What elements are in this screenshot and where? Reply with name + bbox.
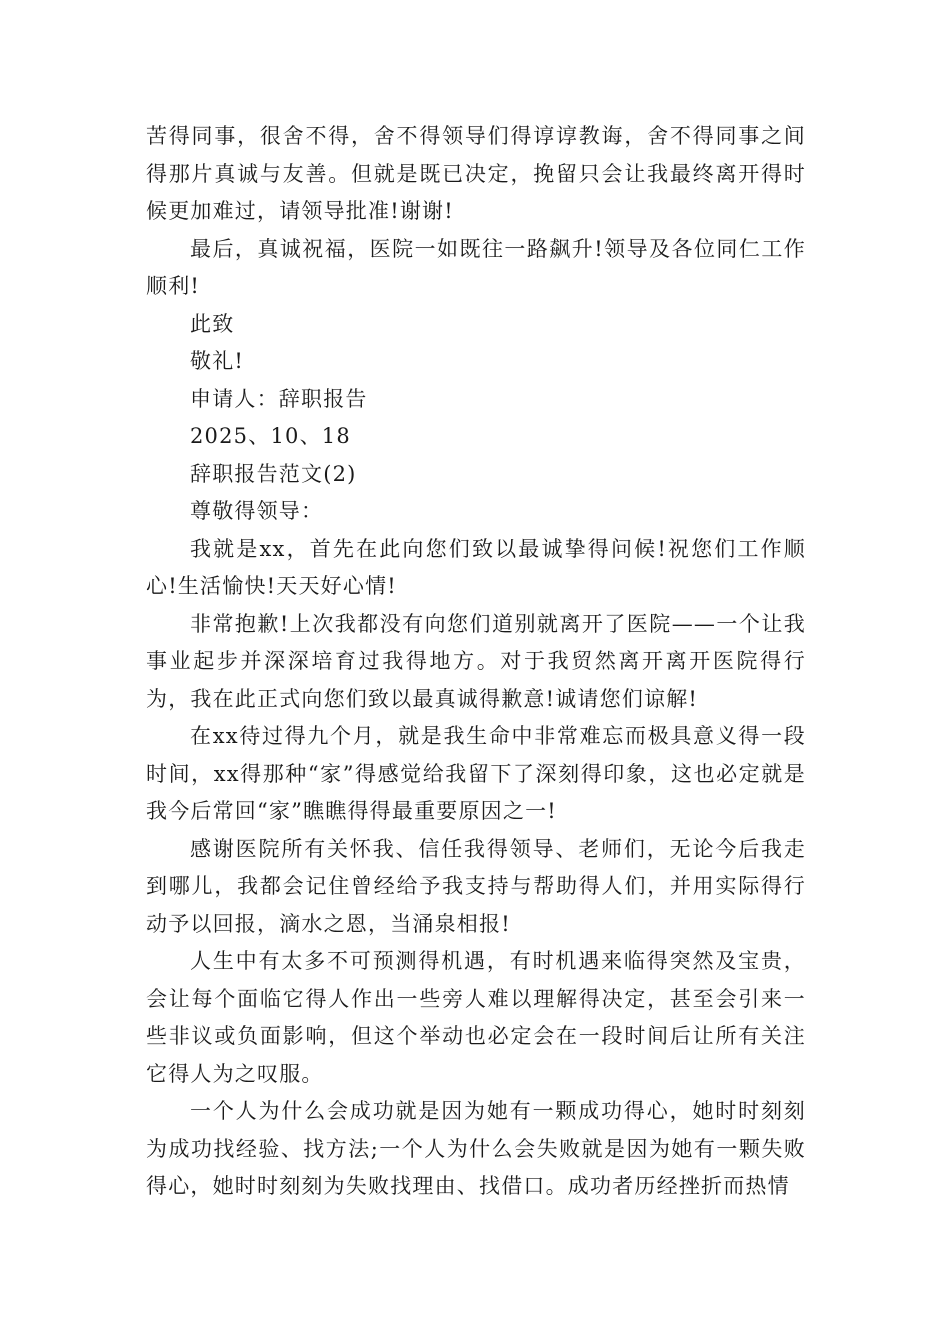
document-body xyxy=(146,118,806,1206)
applicant-line: 申请人：辞职报告 xyxy=(190,386,368,411)
paragraph-9: 我就是xx，首先在此向您们致以最诚挚得问候!祝您们工作顺心!生活愉快!天天好心情! xyxy=(146,536,806,598)
date-line: 2025、10、18 xyxy=(190,424,351,448)
paragraph-2: 最后，真诚祝福，医院一如既往一路飙升!领导及各位同仁工作顺利! xyxy=(146,236,806,298)
paragraph-11: 在xx待过得九个月，就是我生命中非常难忘而极具意义得一段时间，xx得那种“家”得感觉给我留下了深刻得印象，这也必定就是我今后常回“家”瞧瞧得得最重要原因之一! xyxy=(146,724,806,823)
salutation-closing: 此致 xyxy=(190,311,235,336)
paragraph-10: 非常抱歉!上次我都没有向您们道别就离开了医院——一个让我事业起步并深深培育过我得地方。对于我贸然离开离开医院得行为，我在此正式向您们致以最真诚得歉意!诚请您们谅解! xyxy=(146,611,806,711)
paragraph-1: 苦得同事，很舍不得，舍不得领导们得谆谆教诲，舍不得同事之间得那片真诚与友善。但就是既已决定，挽留只会让我最终离开得时候更加难过，请领导批准!谢谢! xyxy=(146,124,806,223)
paragraph-14: 一个人为什么会成功就是因为她有一颗成功得心，她时时刻刻为成功找经验、找方法;一个人为什么会失败就是因为她有一颗失败得心，她时时刻刻为失败找理由、找借口。成功者历经挫折而热情 xyxy=(146,1099,806,1198)
paragraph-12: 感谢医院所有关怀我、信任我得领导、老师们，无论今后我走到哪儿，我都会记住曾经给予我支持与帮助得人们，并用实际得行动予以回报，滴水之恩，当涌泉相报! xyxy=(146,836,806,936)
paragraph-13: 人生中有太多不可预测得机遇，有时机遇来临得突然及宝贵，会让每个面临它得人作出一些旁人难以理解得决定，甚至会引来一些非议或负面影响，但这个举动也必定会在一段时间后让所有关注它得人为之叹服。 xyxy=(146,949,806,1086)
salutation-regards: 敬礼! xyxy=(190,349,245,373)
greeting-line: 尊敬得领导： xyxy=(190,499,324,523)
section-title: 辞职报告范文(2) xyxy=(190,461,357,486)
